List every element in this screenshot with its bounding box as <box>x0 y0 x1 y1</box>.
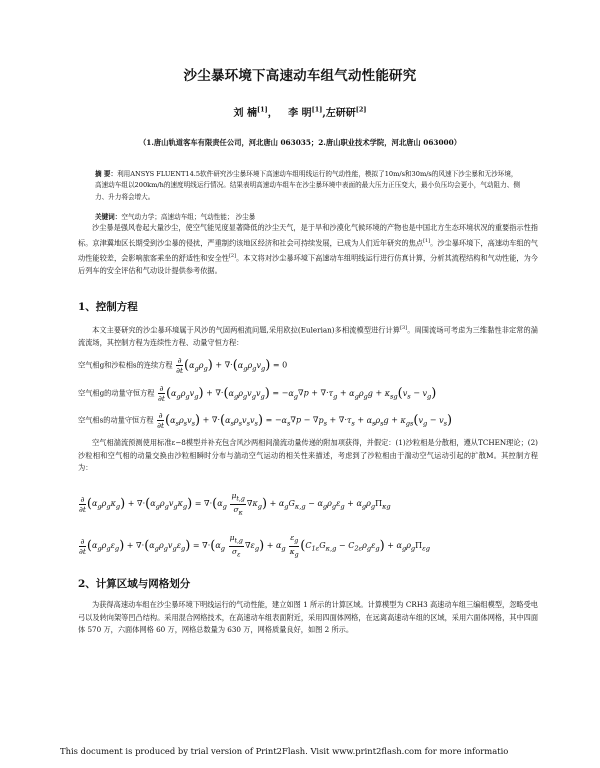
section-2-para <box>78 599 538 637</box>
author-1-ref: [1] <box>257 105 268 114</box>
author-sep-1: ， <box>267 108 278 119</box>
eq2-label: 空气相g的动量守恒方程 <box>78 388 155 398</box>
intro-ref-2: [2] <box>228 252 237 259</box>
eq1-label: 空气相g和沙粒相s的连续方程 <box>78 360 173 370</box>
abstract-label: 摘 要： <box>95 170 118 178</box>
equation-turbulence-k: $\frac{\partial}{\partial t}$ $(\alpha_g\rho_g\kappa_g) + \nabla\cdot(\alpha_g\rho_gv_g\kappa_g) = \nabla\cdot(\alpha_g$ $\frac{\mu_{t,g}}{\sigma_\kappa}$ $\nabla\kappa_g) + \alpha_gG_{\kappa,g} - \alpha_g\rho_g\varepsilon_g + \alpha_g\rho_g\Pi_{\kappa g}$ <box>79 491 391 516</box>
section-1-ref: [3] <box>400 325 408 331</box>
keywords <box>95 211 523 221</box>
equation-momentum-gas: 空气相g的动量守恒方程 $\frac{\partial}{\partial t}$ $(\alpha_g\rho_gv_g) + \nabla\cdot(\alpha_g\rho_gv_gv_g) = -\alpha_g\nabla p + \nabla\cdot\tau_g + \alpha_g\rho_gg + \kappa_{sg}(v_s - v_g)$ <box>78 384 437 403</box>
author-1: 刘 楠 <box>233 108 257 119</box>
author-3: 左研研 <box>325 108 356 119</box>
trial-watermark-footer: This document is produced by trial version of Print2Flash. Visit www.print2flash.com for more informatio <box>60 746 509 756</box>
equation-momentum-sand: 空气相s的动量守恒方程 $\frac{\partial}{\partial t}$ $(\alpha_s\rho_sv_s) + \nabla\cdot(\alpha_s\rho_sv_sv_s) = -\alpha_s\nabla p - \nabla p_s + \nabla\cdot\tau_s + \alpha_s\rho_sg + \kappa_{gs}(v_g - v_s)$ <box>78 411 453 430</box>
equation-turbulence-epsilon: $\frac{\partial}{\partial t}$ $(\alpha_g\rho_g\varepsilon_g) + \nabla\cdot(\alpha_g\rho_gv_g\varepsilon_g) = \nabla\cdot(\alpha_g$ $\frac{\mu_{t,g}}{\sigma_\varepsilon}$ $\nabla\varepsilon_g) + \alpha_g$ $\frac{\varepsilon_g}{\kappa_g}$ $(C_{1\varepsilon}G_{\kappa,g} - C_{2\varepsilon}\rho_g\varepsilon_g) + \alpha_g\rho_g\Pi_{\varepsilon g}$ <box>79 533 430 558</box>
intro-text-1: 沙尘暴是强风卷起大量沙尘，使空气能见度显著降低的沙尘天气，是于旱和沙漠化气候环境的产物也是中国北方生态环境状况的重要指示性指标。京津冀地区长期受到沙尘暴的侵扰，严重制约该地区经济和社会可持续发展，已成为人们近年研究的焦点 <box>78 223 538 248</box>
abstract-text: 利用ANSYS FLUENT14.5软件研究沙尘暴环境下高速动车组明线运行的气动性能，模拟了10m/s和30m/s的风速下沙尘暴和无沙环境，高速动车组以200km/h的速度明线运行情况。结果表明高速动车组车在沙尘暴环境中表面的最大压力正压变大，最小负压均会更小，气动阻力、侧力、升力将会增大。 <box>95 170 520 201</box>
intro-text-3: 。本文将对沙尘暴环境下高速动车组明线运行进行仿真计算，分析其流程结构和气动性能，为今后列车的安全评估和气动设计提供参考依据。 <box>78 253 538 275</box>
abstract <box>95 169 523 203</box>
eq3-label: 空气相s的动量守恒方程 <box>78 415 154 425</box>
section-1-heading: 1、控制方程 <box>78 301 138 313</box>
section-1-para-1-text: 本文主要研究的沙尘暴环境属于风沙的气固两相流问题,采用欧拉(Eulerian)多相流模型进行计算 <box>92 325 401 335</box>
author-2: 李 明 <box>288 108 312 119</box>
intro-paragraph <box>78 222 538 278</box>
equation-continuity: 空气相g和沙粒相s的连续方程 $\frac{\partial}{\partial t}$ $(\alpha_g\rho_g) + \nabla\cdot(\alpha_g\rho_gv_g) = 0$ <box>78 356 288 375</box>
section-1-para-2 <box>78 437 538 475</box>
intro-text-2: 。沙尘暴环境下，高速动车组的气动性能较差，会影响旅客乘坐的舒适性和安全性 <box>78 238 538 263</box>
section-1-para-1 <box>78 322 538 350</box>
author-2-ref: [1] <box>311 105 323 114</box>
keywords-label: 关键词： <box>95 213 122 221</box>
section-2-heading: 2、计算区域与网格划分 <box>78 578 191 590</box>
author-sep-2: , <box>322 108 326 119</box>
keywords-text: 空气动力学；高速动车组；气动性能； 沙尘暴 <box>121 213 256 221</box>
section-1-para-1-tail: 。周围流场可考虑为三维黏性非定常的湍流流场，其控制方程为连续性方程、动量守恒方程： <box>78 325 538 348</box>
section-1-para-2-text: 空气相湍流预测使用标准ε−8模型并补充包含风沙两相间湍流动量传递的附加项获得，并假定：(1)沙粒相是分散相，遵从TCHEN理论；(2)沙粒相和空气相的动量交换由沙粒相瞬时分布与湍动空气运动的相关性来描述，考虑到了沙粒相由于湍动空气运动引起的扩散M。其控制方程为： <box>78 438 538 473</box>
section-2-para-text: 为获得高速动车组在沙尘暴环境下明线运行的气动性能，建立如图 1 所示的计算区域。计算模型为 CRH3 高速动车组三编组模型，忽略受电弓以及转向架等凹凸结构。采用混合网格技术，在高速动车组表面附近，采用四面体网格，在远离高速动车组的区域，采用六面体网格，其中四面体 570 万，六面体网格 60 万，网格总数量为 630 万，网格质量良好，如图 2 所示。 <box>78 600 539 635</box>
paper-title: 沙尘暴环境下高速动车组气动性能研究 <box>183 68 417 84</box>
affiliation: （1.唐山轨道客车有限责任公司，河北唐山 063035；2.唐山职业技术学院，河北唐山 063000） <box>138 138 462 147</box>
author-3-ref: [2] <box>355 105 367 114</box>
author-line <box>0 104 600 119</box>
intro-ref-1: [1] <box>423 237 431 244</box>
